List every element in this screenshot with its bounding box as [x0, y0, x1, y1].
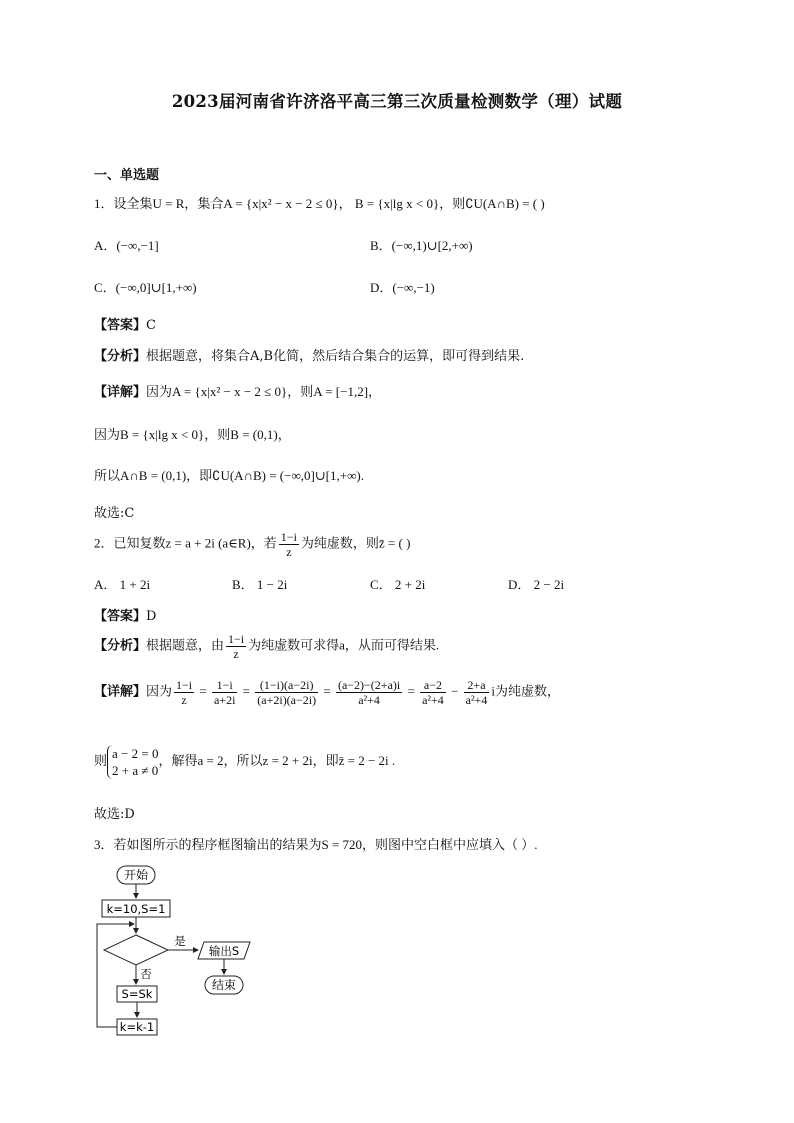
flow-init-label: k=10,S=1 — [106, 902, 166, 916]
q2-detail-line-1: 【详解】因为 $\frac{1-i}{z}$ = $\frac{1-i}{a+2i}$ = $\frac{(1-i)(a-2i)}{(a+2i)(a-2i)}$ = $\frac{(a-2)-(2+a)i}{\text{a²+4}}$ = $\frac{a-2}{\text{a²+4}}$ − $\frac{2+a}{\text{a²+4}}$ i为纯虚数， — [94, 678, 560, 707]
flow-no-label: 否 — [140, 967, 152, 981]
q2-answer-line — [94, 605, 156, 624]
system-prefix: 则 — [94, 752, 108, 768]
q2-option-d: D． 2 − 2i — [508, 577, 565, 592]
q1-answer-line — [94, 314, 156, 333]
equation-system: a − 2 = 0 2 + a ≠ 0 — [107, 745, 158, 779]
page-title: 2023届河南省许济洛平高三第三次质量检测数学（理）试题 — [171, 92, 623, 111]
analysis-text-start: 根据题意，由 — [146, 637, 225, 653]
detail-tag: 【详解】 — [94, 683, 147, 699]
q1-option-a: A．(−∞,−1] — [94, 238, 159, 253]
flow-end-label: 结束 — [211, 978, 237, 992]
answer-value: C — [146, 318, 156, 333]
q1-detail-line-2: 因为B = {x|lg x < 0}，则B = (0,1)， — [94, 427, 291, 442]
flow-decrement-label: k=k-1 — [119, 1020, 155, 1034]
q2-analysis-line — [94, 632, 439, 661]
detail-fraction-4: $\frac{(a-2)-(2+a)i}{\text{a²+4}}$ — [337, 678, 401, 707]
q2-choose: 故选:D — [94, 807, 135, 822]
analysis-text: 根据题意，将集合A,B化简，然后结合集合的运算，即可得到结果. — [146, 349, 525, 364]
detail-tail: i为纯虚数， — [491, 683, 560, 699]
q1-analysis-line — [94, 345, 524, 364]
detail-fraction-2: $\frac{1-i}{a+2i}$ — [213, 678, 236, 707]
analysis-text-end: 为纯虚数可求得a，从而可得结果. — [248, 637, 440, 653]
detail-tag: 【详解】 — [94, 384, 147, 399]
q1-option-b: B．(−∞,1)∪[2,+∞) — [370, 238, 473, 253]
analysis-fraction: $\frac{1-i}{z}$ — [228, 632, 245, 661]
q2-option-b: B． 1 − 2i — [232, 577, 288, 592]
answer-tag: 【答案】 — [94, 318, 147, 333]
flow-decision-diamond — [104, 935, 168, 965]
answer-tag: 【答案】 — [94, 609, 147, 624]
answer-value: D — [146, 609, 157, 624]
q1-stem: 1．设全集U = R，集合A = {x|x² − x − 2 ≤ 0}， B = {x|lg x < 0}，则∁U(A∩B) = ( ) — [94, 196, 545, 211]
detail-fraction-6: $\frac{2+a}{\text{a²+4}}$ — [465, 678, 488, 707]
q2-option-a: A． 1 + 2i — [94, 577, 151, 592]
q1-detail-line-3: 所以A∩B = (0,1)，即∁U(A∩B) = (−∞,0]∪[1,+∞). — [94, 468, 364, 483]
flow-output-label: 输出S — [208, 944, 240, 958]
flow-assign-label: S=Sk — [121, 987, 153, 1001]
detail-fraction-1: $\frac{1-i}{z}$ — [176, 678, 193, 707]
flow-yes-label: 是 — [174, 934, 186, 948]
q3-stem: 3．若如图所示的程序框图输出的结果为S = 720，则图中空白框中应填入（ ）. — [94, 837, 538, 852]
q2-option-c: C． 2 + 2i — [370, 577, 426, 592]
q2-stem — [94, 530, 410, 559]
q2-stem-start: 2．已知复数z = a + 2i (a∈R)，若 — [94, 535, 277, 551]
q2-system-line — [94, 745, 395, 779]
q2-stem-end: 为纯虚数，则z̄ = ( ) — [300, 535, 411, 551]
detail-fraction-5: $\frac{a-2}{\text{a²+4}}$ — [422, 678, 444, 707]
analysis-tag: 【分析】 — [94, 349, 147, 364]
detail-intro: 因为 — [146, 683, 173, 699]
flow-start-label: 开始 — [123, 868, 149, 882]
section-heading: 一、单选题 — [94, 168, 160, 183]
q1-option-d: D．(−∞,−1) — [370, 280, 435, 295]
detail-fraction-3: $\frac{(1-i)(a-2i)}{(a+2i)(a-2i)}$ — [257, 678, 317, 707]
analysis-tag: 【分析】 — [94, 637, 147, 653]
system-suffix: ，解得a = 2，所以z = 2 + 2i，即z̄ = 2 − 2i . — [158, 752, 396, 768]
q1-option-c: C．(−∞,0]∪[1,+∞) — [94, 280, 197, 295]
q1-choose: 故选:C — [94, 506, 135, 521]
q1-detail-line-1 — [94, 381, 381, 400]
flowchart — [80, 860, 280, 1045]
detail-text: 因为A = {x|x² − x − 2 ≤ 0}，则A = [−1,2]， — [146, 384, 382, 399]
q2-stem-fraction: $\frac{1-i}{z}$ — [280, 530, 297, 559]
